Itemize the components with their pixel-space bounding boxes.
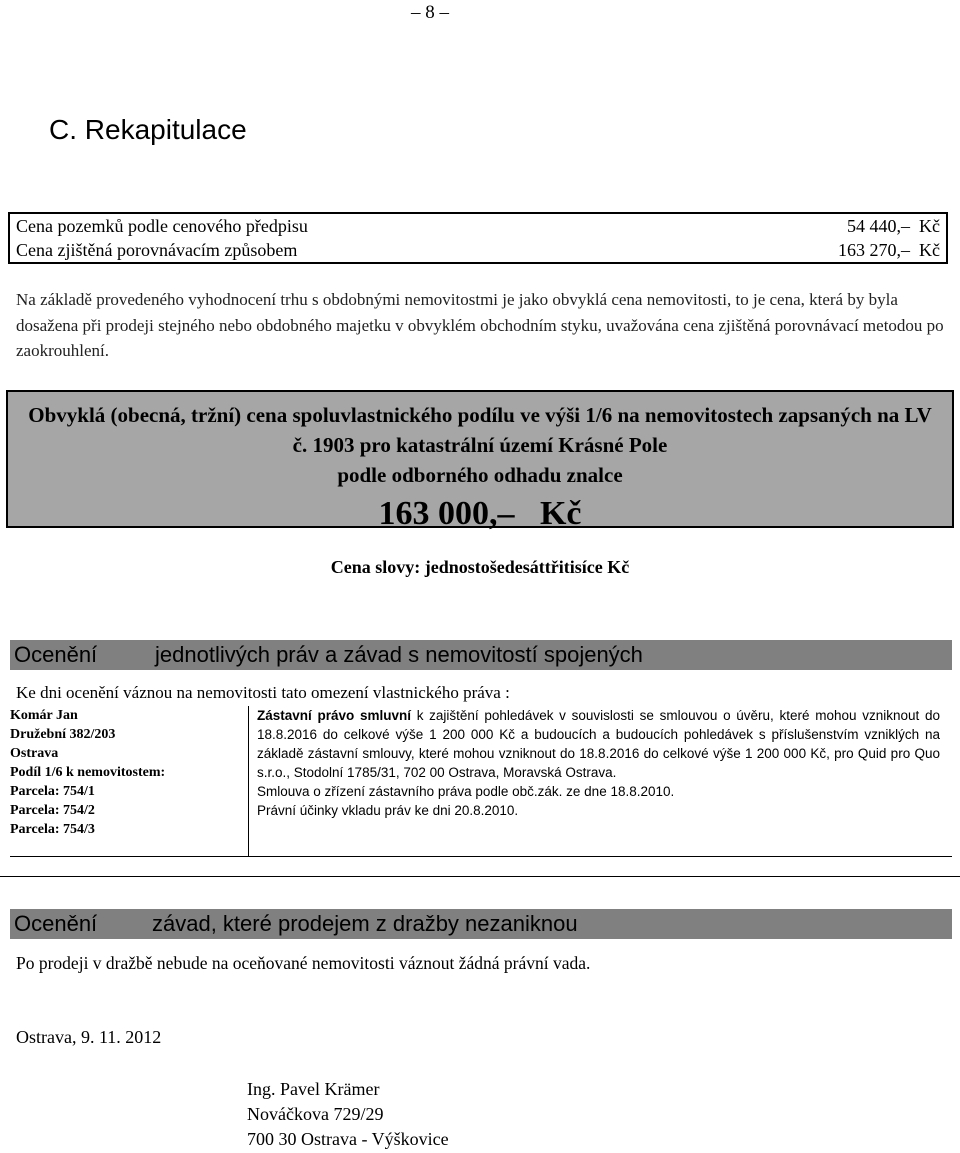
place-date: Ostrava, 9. 11. 2012 <box>16 1027 162 1047</box>
section-heading: C. Rekapitulace <box>49 114 247 145</box>
table-row <box>9 213 947 238</box>
price-label: Cena pozemků podle cenového předpisu <box>16 216 308 236</box>
price-table <box>8 212 948 264</box>
price-label: Cena zjištěná porovnávacím způsobem <box>16 240 298 260</box>
section-bar-title: jednotlivých práv a závad s nemovitostí spojených <box>155 642 643 667</box>
page-rule <box>0 876 960 877</box>
no-defects-statement: Po prodeji v dražbě nebude na oceňované nemovitosti váznout žádná právní vada. <box>16 953 591 973</box>
section-bar-rights <box>10 640 952 670</box>
summary-price: 163 000,– Kč <box>378 495 582 532</box>
table-row <box>9 238 947 263</box>
section-bar-title: závad, které prodejem z dražby nezaniknou <box>152 911 578 936</box>
signature-block <box>247 1077 449 1152</box>
section-bar-word: Ocenění <box>14 642 98 667</box>
price-value: 163 270,– Kč <box>838 240 940 260</box>
encumbrance-contract: Smlouva o zřízení zástavního práva podle obč.zák. ze dne 18.8.2010. <box>257 784 675 799</box>
owner-line: Komár Jan <box>10 708 78 723</box>
owner-line: Parcela: 754/3 <box>10 822 95 837</box>
price-in-words: Cena slovy: jednostošedesáttřitisíce Kč <box>330 557 630 577</box>
restrictions-intro: Ke dni ocenění váznou na nemovitosti tato omezení vlastnického práva : <box>16 683 510 702</box>
owner-line: Ostrava <box>10 746 59 761</box>
valuation-paragraph: Na základě provedeného vyhodnocení trhu s obdobnými nemovitostmi je jako obvyklá cena nemovitosti, to je cena, která by byla dosažena při prodeji stejného nebo obdobného majetku v obvyklém obchodním styku, uvažována cena zjištěná porovnávací metodou po zaokrouhlení. <box>16 290 944 360</box>
owner-line: Parcela: 754/1 <box>10 784 95 799</box>
signature-name: Ing. Pavel Krämer <box>247 1079 380 1099</box>
section-bar-word: Ocenění <box>14 911 98 936</box>
summary-line: Obvyklá (obecná, tržní) cena spoluvlastnického podílu ve výši 1/6 na nemovitostech zapsaných na LV č. 1903 pro katastrální území Krásné Pole <box>28 403 932 457</box>
owner-line: Parcela: 754/2 <box>10 803 95 818</box>
encumbrance-text <box>257 706 940 782</box>
price-value: 54 440,– Kč <box>847 216 940 236</box>
owner-column <box>10 706 249 856</box>
encumbrance-effect: Právní účinky vkladu práv ke dni 20.8.2010. <box>257 803 519 818</box>
encumbrance-column <box>257 706 940 820</box>
signature-city: 700 30 Ostrava - Výškovice <box>247 1129 449 1149</box>
table-divider <box>10 856 952 857</box>
encumbrance-body: k zajištění pohledávek v souvislosti se smlouvou o úvěru, které mohou vzniknout do 18.8.2016 do celkové výše 1 200 000 Kč a budoucích a budoucích pohledávek s příslušenstvím vzniklých na základě zástavní smlouvy, které mohou vzniknout do 18.8.2016 do celkové výše 1 200 000 Kč, pro Quid pro Quo s.r.o., Stodolní 1785/31, 702 00 Ostrava, Moravská Ostrava. <box>257 708 940 780</box>
owner-line: Podíl 1/6 k nemovitostem: <box>10 765 166 780</box>
summary-box <box>6 390 954 532</box>
signature-street: Nováčkova 729/29 <box>247 1104 384 1124</box>
encumbrance-title: Zástavní právo smluvní <box>257 708 411 723</box>
summary-subline: podle odborného odhadu znalce <box>337 463 623 487</box>
page-number: – 8 – <box>411 2 449 23</box>
section-bar-defects <box>10 909 952 939</box>
owner-line: Družební 382/203 <box>10 727 116 742</box>
